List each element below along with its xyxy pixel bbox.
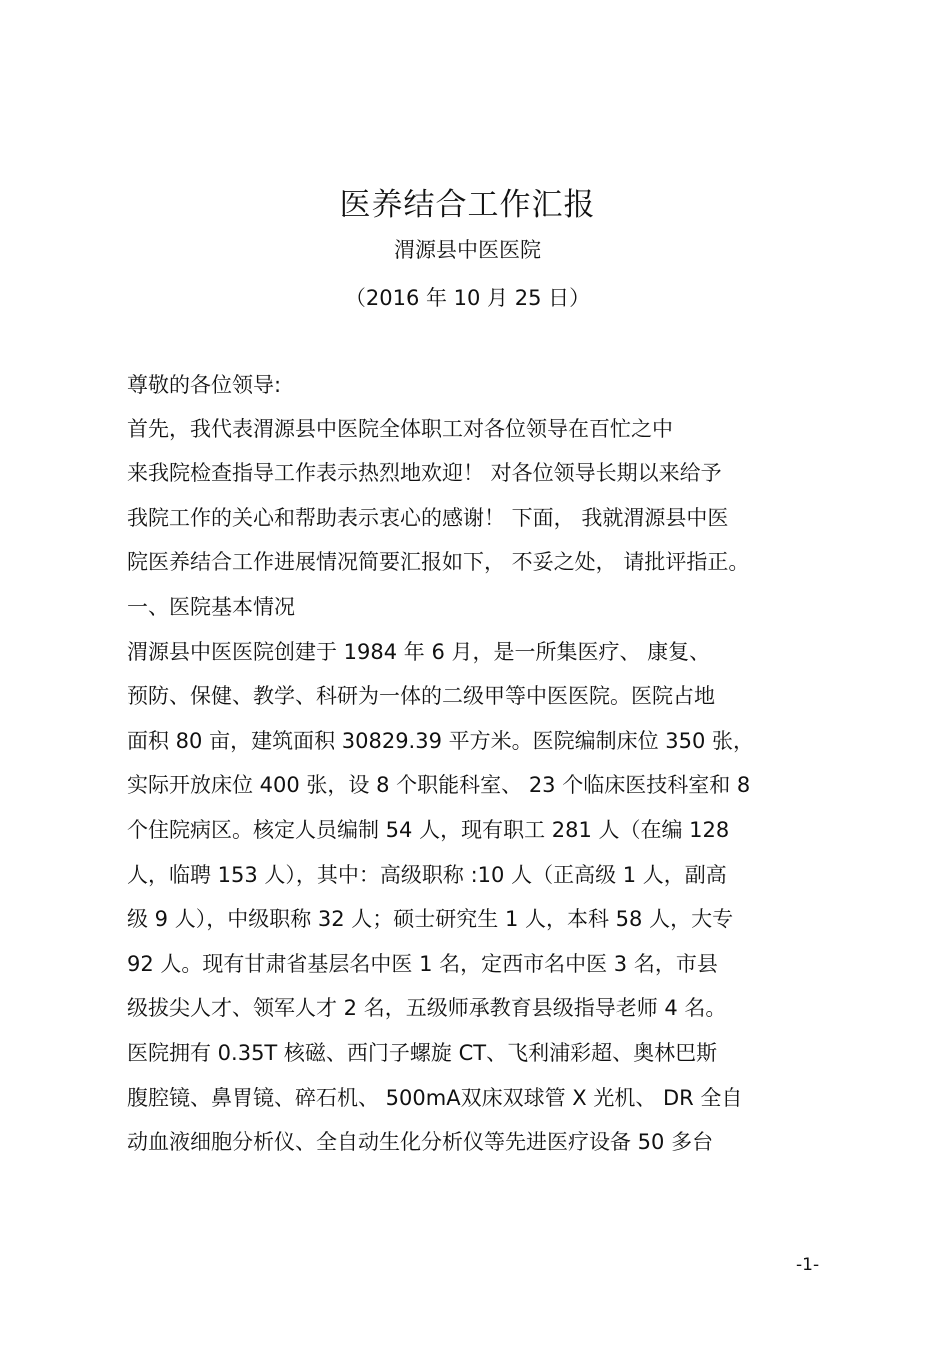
document-title: 医养结合工作汇报: [339, 187, 596, 223]
salutation-line: 尊敬的各位领导:: [127, 373, 282, 397]
body-line: 动血液细胞分析仪、全自动生化分析仪等先进医疗设备 50 多台: [127, 1130, 714, 1154]
body-line: 渭源县中医医院创建于 1984 年 6 月，是一所集医疗、 康复、: [127, 640, 711, 664]
body-line: 医院拥有 0.35T 核磁、西门子螺旋 CT、飞利浦彩超、奥林巴斯: [127, 1041, 718, 1065]
body-line: 腹腔镜、鼻胃镜、碎石机、 500mA双床双球管 X 光机、 DR 全自: [127, 1086, 743, 1110]
body-line: 院医养结合工作进展情况简要汇报如下， 不妥之处， 请批评指正。: [127, 550, 750, 574]
body-line: 预防、保健、教学、科研为一体的二级甲等中医医院。医院占地: [127, 684, 715, 708]
body-line: 级拔尖人才、领军人才 2 名，五级师承教育县级指导老师 4 名。: [127, 996, 727, 1020]
body-line: 实际开放床位 400 张，设 8 个职能科室、 23 个临床医技科室和 8: [127, 773, 751, 797]
body-line: 级 9 人），中级职称 32 人；硕士研究生 1 人，本科 58 人，大专: [127, 907, 734, 931]
body-line: 来我院检查指导工作表示热烈地欢迎！ 对各位领导长期以来给予: [127, 461, 722, 485]
body-line: 我院工作的关心和帮助表示衷心的感谢！ 下面， 我就渭源县中医: [127, 506, 729, 530]
body-line: 人，临聘 153 人），其中：高级职称 :10 人（正高级 1 人，副高: [127, 863, 727, 887]
body-line: 92 人。现有甘肃省基层名中医 1 名，定西市名中医 3 名，市县: [127, 952, 718, 976]
body-line: 面积 80 亩，建筑面积 30829.39 平方米。医院编制床位 350 张，: [127, 729, 755, 753]
section-heading: 一、医院基本情况: [127, 595, 295, 619]
document-date: （2016 年 10 月 25 日）: [344, 286, 591, 310]
document-subtitle: 渭源县中医医院: [394, 238, 541, 262]
body-line: 个住院病区。核定人员编制 54 人，现有职工 281 人（在编 128: [127, 818, 730, 842]
body-line: 首先，我代表渭源县中医院全体职工对各位领导在百忙之中: [127, 417, 673, 441]
page-number: -1-: [796, 1255, 820, 1275]
